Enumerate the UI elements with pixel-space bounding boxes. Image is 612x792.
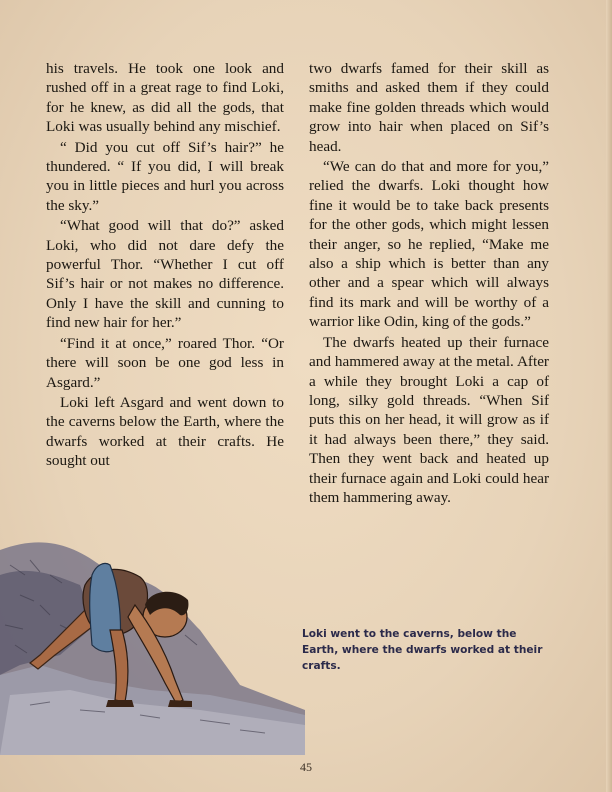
- left-text-column: [46, 59, 284, 471]
- paragraph: two dwarfs famed for their skill as smiths and asked them if they could make fine golden threads which would grow into hair when placed on Sif’s head.: [309, 60, 549, 155]
- paragraph: “ Did you cut off Sif’s hair?” he thundered. “ If you did, I will break you in little pieces and hurl you across the sky.”: [46, 138, 284, 214]
- paragraph: his travels. He took one look and rushed off in a great rage to find Loki, for he knew, as did all the gods, that Loki was usually behind any mischief.: [46, 60, 284, 136]
- page-number: 45: [300, 760, 312, 774]
- illustration-loki-in-caverns: [0, 505, 310, 755]
- page-edge: [606, 0, 612, 792]
- paragraph: Loki left Asgard and went down to the caverns below the Earth, where the dwarfs worked at their crafts. He sought out: [46, 393, 284, 470]
- illustration-drawing: [0, 505, 310, 755]
- paragraph: “Find it at once,” roared Thor. “Or there will soon be one god less in Asgard.”: [46, 334, 284, 391]
- paragraph: The dwarfs heated up their furnace and hammered away at the metal. After a while they brought Loki a cap of long, silky gold threads. “When Sif puts this on her head, it will grow as if it had always been there,” they said. Then they went back and heated up their furnace again and Loki could hear them hammering away.: [309, 333, 549, 506]
- illustration-caption: Loki went to the caverns, below the Earth, where the dwarfs worked at their crafts.: [302, 628, 543, 672]
- paragraph: “We can do that and more for you,” relied the dwarfs. Loki thought how fine it would be to take back presents for the other gods, which might lessen their anger, so he replied, “Make me also a ship which is better than any other and a spear which will always find its mark and will be worthy of a warrior like Odin, king of the gods.”: [309, 158, 549, 331]
- paragraph: “What good will that do?” asked Loki, who did not dare defy the powerful Thor. “Whether I cut off Sif’s hair or not makes no difference. Only I have the skill and cunning to find new hair for her.”: [46, 217, 284, 332]
- right-text-column: [309, 59, 549, 507]
